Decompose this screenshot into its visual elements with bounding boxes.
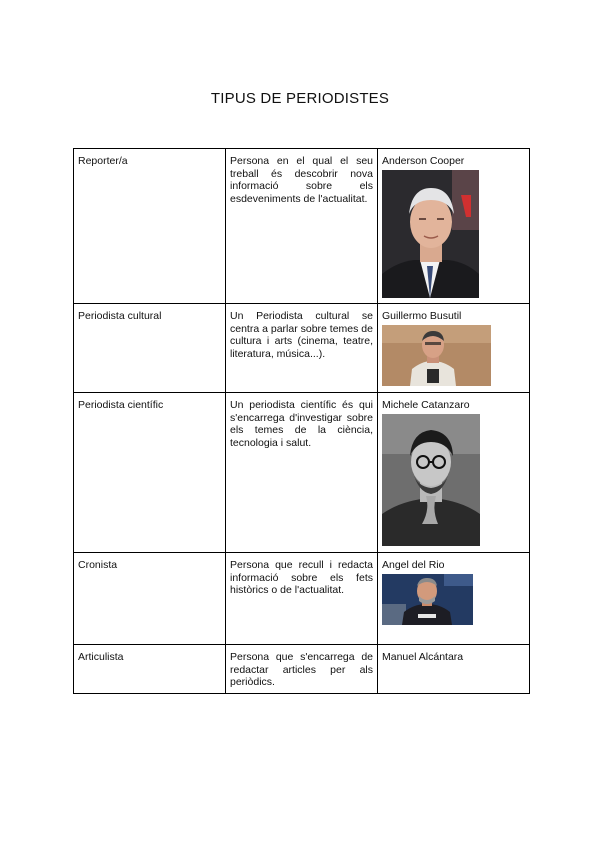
table-row: [74, 304, 530, 393]
journalist-description-cell: Un Periodista cultural se centra a parlar sobre temes de cultura i arts (cinema, teatre, literatura, música...).: [226, 304, 378, 393]
example-name: Angel del Rio: [382, 559, 445, 571]
journalist-type-cell: Articulista: [74, 645, 226, 694]
journalist-example-cell: [378, 393, 530, 553]
journalist-types-table: [73, 148, 530, 694]
journalist-type-cell: Reporter/a: [74, 149, 226, 304]
portrait-photo: [382, 170, 525, 298]
table-row: [74, 645, 530, 694]
portrait-photo: [382, 574, 525, 625]
journalist-description-cell: Persona que s'encarrega de redactar articles per als periòdics.: [226, 645, 378, 694]
journalist-description-cell: Persona que recull i redacta informació sobre els fets històrics o de l'actualitat.: [226, 553, 378, 645]
journalist-example-cell: [378, 149, 530, 304]
journalist-type-cell: Cronista: [74, 553, 226, 645]
journalist-example-cell: [378, 304, 530, 393]
journalist-example-cell: [378, 553, 530, 645]
journalist-example-cell: [378, 645, 530, 694]
portrait-photo: [382, 414, 525, 546]
table-row: [74, 149, 530, 304]
table-row: [74, 553, 530, 645]
example-name: Anderson Cooper: [382, 155, 465, 167]
example-name: Manuel Alcántara: [382, 651, 464, 663]
table-row: [74, 393, 530, 553]
journalist-description-cell: Un periodista científic és qui s'encarrega d'investigar sobre els temes de la ciència, tecnologia i salut.: [226, 393, 378, 553]
journalist-type-cell: Periodista cultural: [74, 304, 226, 393]
journalist-type-cell: Periodista científic: [74, 393, 226, 553]
example-name: Michele Catanzaro: [382, 399, 470, 411]
portrait-photo: [382, 325, 525, 386]
journalist-description-cell: Persona en el qual el seu treball és descobrir nova informació sobre els esdeveniments de l'actualitat.: [226, 149, 378, 304]
example-name: Guillermo Busutil: [382, 310, 462, 322]
page-title: TIPUS DE PERIODISTES: [210, 90, 390, 107]
